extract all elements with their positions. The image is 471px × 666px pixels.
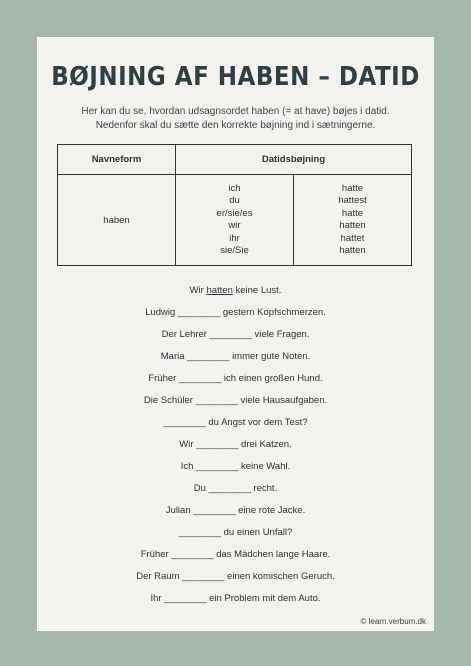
exercise-sentence: Julian ________ eine rote Jacke. xyxy=(165,505,306,516)
example-after: keine Lust. xyxy=(232,285,282,296)
verb-form: hatten xyxy=(339,245,366,256)
exercise-sentence: Früher ________ ich einen großen Hund. xyxy=(148,373,323,384)
verb-form-list xyxy=(294,175,412,266)
conjugation-table xyxy=(57,144,412,266)
exercise-sentence: ________ du einen Unfall? xyxy=(178,527,293,538)
intro-text xyxy=(51,105,420,133)
exercise-sentence: ________ du Angst vor dem Test? xyxy=(163,417,308,428)
exercise-list xyxy=(37,285,434,615)
example-before: Wir xyxy=(189,285,207,296)
pronoun: ihr xyxy=(229,232,240,244)
example-sentence xyxy=(37,285,434,307)
verb-form: hattest xyxy=(338,195,367,206)
exercise-sentence: Du ________ recht. xyxy=(193,483,278,494)
intro-line: Her kan du se, hvordan udsagnsordet haben (= at have) bøjes i datid. xyxy=(81,106,390,117)
pronoun-list xyxy=(176,175,294,266)
intro-line: Nedenfor skal du sætte den korrekte bøjning ind i sætningerne. xyxy=(95,120,376,131)
exercise-sentence: Der Lehrer ________ viele Fragen. xyxy=(161,329,310,340)
pronoun: sie/Sie xyxy=(220,245,249,256)
exercise-sentence: Früher ________ das Mädchen lange Haare. xyxy=(140,549,331,560)
worksheet xyxy=(37,37,434,631)
infinitive-cell: haben xyxy=(58,175,176,266)
pronoun: er/sie/es xyxy=(216,207,253,219)
table-row xyxy=(58,175,412,266)
exercise-sentence: Ihr ________ ein Problem mit dem Auto. xyxy=(150,593,321,604)
verb-form: hatten xyxy=(339,220,366,231)
verb-form: hattet xyxy=(340,232,365,244)
exercise-sentence: Ich ________ keine Wahl. xyxy=(180,461,291,472)
exercise-sentence: Der Raum ________ einen komischen Geruch. xyxy=(136,571,335,582)
exercise-sentence: Ludwig ________ gestern Kopfschmerzen. xyxy=(145,307,326,318)
copyright-footer: © learn.verbum.dk xyxy=(360,617,426,626)
header-infinitive: Navneform xyxy=(58,145,176,175)
pronoun: ich xyxy=(228,182,241,194)
example-answer: hatten xyxy=(206,285,233,296)
exercise-sentence: Die Schüler ________ viele Hausaufgaben. xyxy=(143,395,328,406)
header-past-tense: Datidsbøjning xyxy=(176,145,412,175)
exercise-sentence: Maria ________ immer gute Noten. xyxy=(160,351,311,362)
exercise-sentence: Wir ________ drei Katzen. xyxy=(179,439,292,450)
pronoun: wir xyxy=(228,220,241,231)
pronoun: du xyxy=(229,195,240,206)
table-header-row xyxy=(58,145,412,175)
verb-form: hatte xyxy=(341,207,364,219)
verb-form: hatte xyxy=(341,182,364,194)
page-title: BØJNING AF HABEN – DATID xyxy=(51,62,420,92)
